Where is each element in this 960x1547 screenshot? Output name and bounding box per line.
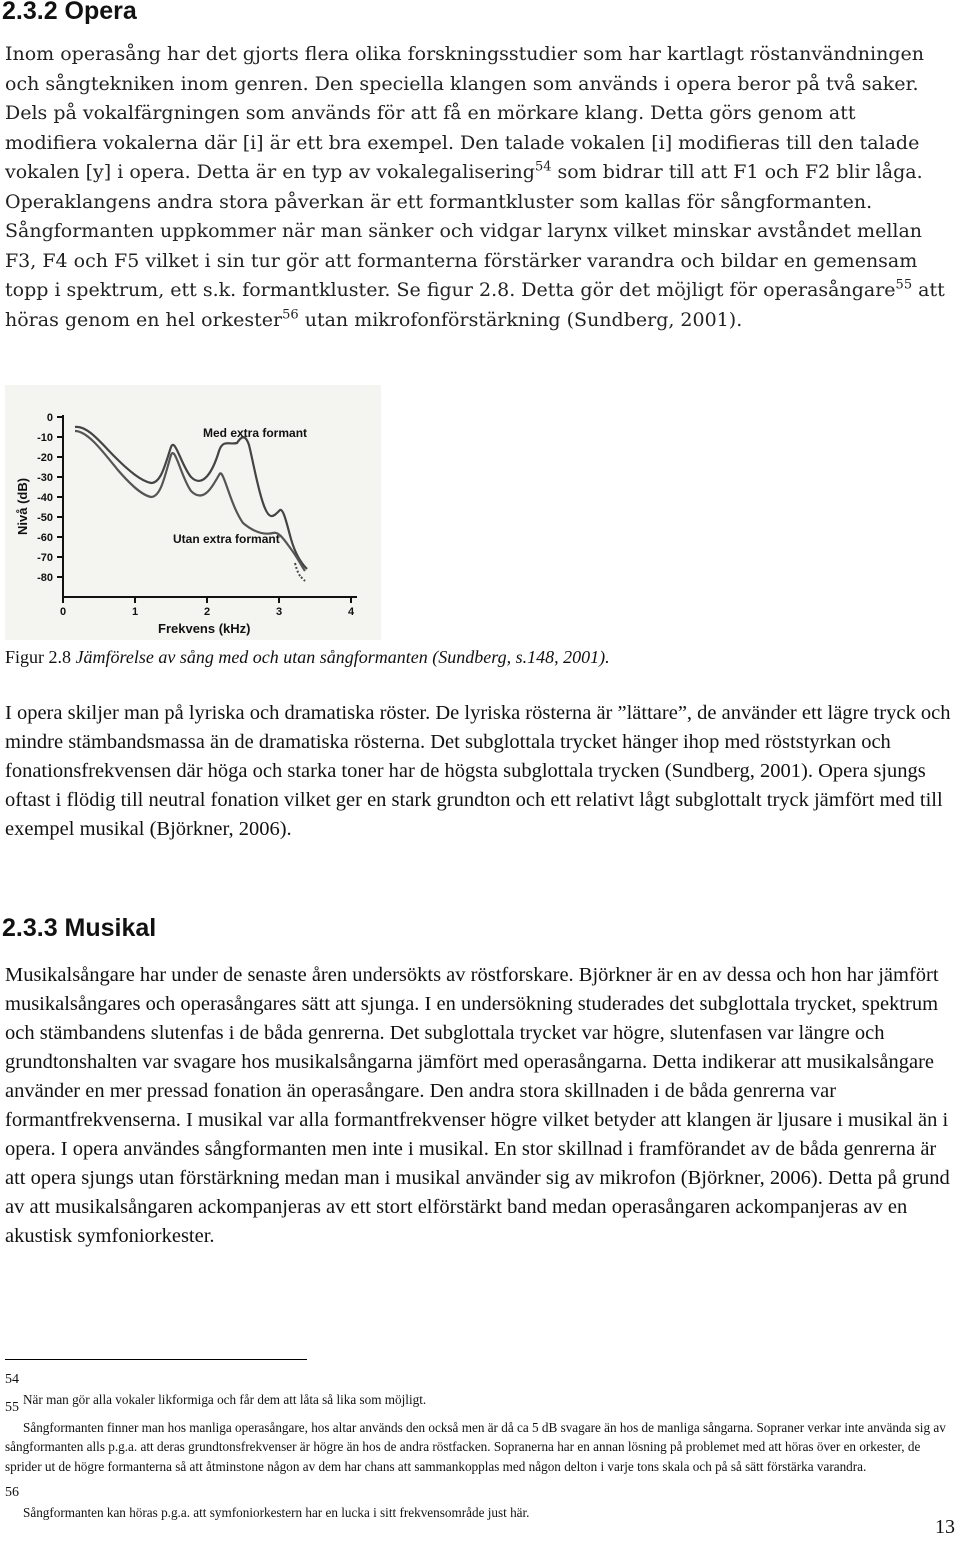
opera-paragraph-1 bbox=[5, 40, 953, 335]
y-tick-2: -20 bbox=[37, 452, 53, 464]
x-tick-4: 4 bbox=[347, 606, 355, 618]
footnote-ref-54: 54 bbox=[534, 159, 552, 175]
x-axis-label: Frekvens (kHz) bbox=[158, 621, 251, 636]
footnote-55-text: Sångformanten finner man hos manliga operasångare, hos altar används den också men är då ca 5 dB svagare än hos de manliga sångarna. Sopraner verkar inte använda sig av sångformanten alls p.g.a. att deras grundtonsfrekvenser är högre än hos de andra röstfacken. Sopranerna har en annan lösning på problemet med att höras över en orkester, de sprider ut de högre formanterna så att åtminstone någon av dem har chans att sammankopplas med någon delton i varje tons skala och på så sätt förstärka varandra. bbox=[5, 1419, 946, 1474]
footnote-55 bbox=[5, 1397, 955, 1476]
figure-spectrum bbox=[5, 385, 381, 640]
section-heading-musikal: 2.3.3 Musikal bbox=[2, 914, 157, 942]
opera-p1-text-d: utan mikrofonförstärkning (Sundberg, 2001). bbox=[298, 308, 743, 331]
figure-caption-prefix: Figur 2.8 bbox=[5, 647, 76, 667]
page-number: 13 bbox=[935, 1516, 955, 1538]
footnote-separator bbox=[5, 1359, 307, 1360]
footnote-55-number: 55 bbox=[5, 1400, 19, 1415]
footnote-ref-55: 55 bbox=[895, 277, 913, 293]
footnote-54-number: 54 bbox=[5, 1372, 19, 1387]
y-tick-6: -60 bbox=[37, 532, 53, 544]
footnote-54-text: När man gör alla vokaler likformiga och får dem att låta så lika som möjligt. bbox=[23, 1391, 427, 1407]
x-tick-3: 3 bbox=[275, 606, 283, 618]
y-tick-3: -30 bbox=[37, 472, 53, 484]
footnote-56-text: Sångformanten kan höras p.g.a. att symfoniorkestern har en lucka i sitt frekvensområde just här. bbox=[23, 1504, 530, 1520]
label-with-formant: Med extra formant bbox=[203, 426, 308, 440]
opera-p1-text-a: Inom operasång har det gjorts flera olika forskningsstudier som har kartlagt röstanvändningen och sångtekniken inom genren. Den speciella klangen som används i opera beror på två saker. Dels på vokalfärgningen som används för att få en mörkare klang. Detta görs genom att modifiera vokalerna där [i] är ett bra exempel. Den talade vokalen [i] modifieras till den talade vokalen [y] i opera. Detta är en typ av vokalegalisering bbox=[5, 43, 924, 183]
y-tick-5: -50 bbox=[37, 512, 53, 524]
musikal-paragraph-1: Musikalsångare har under de senaste åren undersökts av röstforskare. Björkner är en av dessa och hon har jämfört musikalsångares och operasångares sätt att sjunga. I en undersökning studerades det subglottala trycket, spektrum och stämbandens slutenfas i de båda genrerna. Det subglottala trycket var högre, slutenfasen var längre och grundtonshalten var svagare hos musikalsångarna jämfört med operasångarna. Detta indikerar att musikalsångare använder en mer pressad fonation än operasångare. Den andra stora skillnaden i de båda genrerna var formantfrekvenserna. I musikal var alla formantfrekvenser högre vilket betyder att klangen är ljusare i musikal än i opera. I opera användes sångformanten men inte i musikal. En stor skillnad i framförandet av de båda genrerna är att opera sjungs utan förstärkning medan man i musikal använder sig av mikrofon (Björkner, 2006). Detta på grund av att musikalsångaren ackompanjeras av ett stort elförstärkt band medan operasångaren ackompanjeras av en akustisk symfoniorkester. bbox=[5, 964, 950, 1247]
x-tick-1: 1 bbox=[131, 606, 139, 618]
label-without-formant: Utan extra formant bbox=[173, 532, 280, 546]
x-tick-0: 0 bbox=[59, 606, 67, 618]
y-tick-4: -40 bbox=[37, 492, 53, 504]
footnote-56 bbox=[5, 1482, 955, 1522]
spectrum-figure-image bbox=[5, 385, 381, 640]
opera-p1-text-c: att höras genom en hel orkester bbox=[5, 279, 945, 331]
y-tick-1: -10 bbox=[37, 432, 53, 444]
y-tick-8: -80 bbox=[37, 572, 53, 584]
figure-caption bbox=[5, 645, 610, 669]
opera-p1-text-b: som bidrar till att F1 och F2 blir låga. Operaklangens andra stora påverkan är ett formantkluster som kallas för sångformanten. Sångformanten uppkommer när man sänker och vidgar larynx vilket minskar avståndet mellan F3, F4 och F5 vilket i sin tur gör att formanterna förstärker varandra och bildar en gemensam topp i spektrum, ett s.k. formantkluster. Se figur 2.8. Detta gör det möjligt för operasångare bbox=[5, 161, 923, 301]
x-tick-2: 2 bbox=[203, 606, 211, 618]
figure-caption-italic: Jämförelse av sång med och utan sångformanten (Sundberg, s.148, 2001). bbox=[75, 647, 610, 667]
y-tick-7: -70 bbox=[37, 552, 53, 564]
footnote-56-number: 56 bbox=[5, 1485, 19, 1500]
footnote-ref-56: 56 bbox=[282, 307, 299, 323]
y-tick-0: 0 bbox=[46, 412, 53, 424]
section-heading-opera: 2.3.2 Opera bbox=[2, 0, 137, 25]
y-axis-label: Nivå (dB) bbox=[15, 477, 30, 535]
opera-paragraph-2: I opera skiljer man på lyriska och dramatiska röster. De lyriska rösterna är ”lättare”, de använder ett lägre tryck och mindre stämbandsmassa än de dramatiska rösterna. Det subglottala trycket hänger ihop med röststyrkan och fonationsfrekvensen där höga och starka toner har de högsta subglottala trycken (Sundberg, 2001). Opera sjungs oftast i flödig till neutral fonation vilket ger en stark grundton och ett relativt lågt subglottalt tryck jämfört med till exempel musikal (Björkner, 2006). bbox=[5, 702, 951, 840]
